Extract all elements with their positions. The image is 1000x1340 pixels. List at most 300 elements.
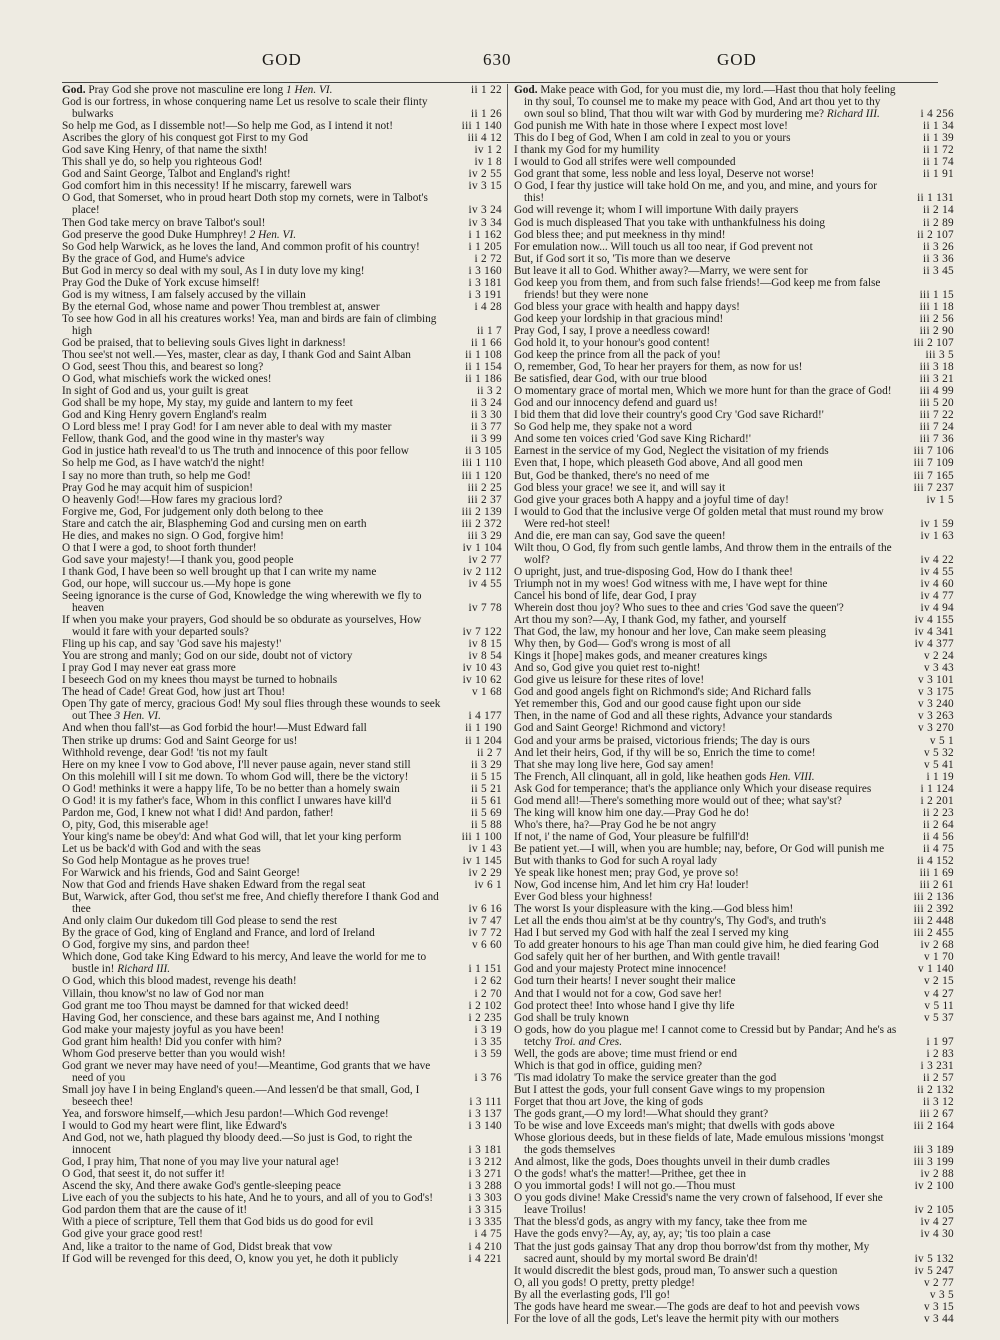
entry-quotation: [62, 192, 446, 216]
act-scene-line-ref: iv 4 27: [920, 1216, 954, 1229]
concordance-entry: [514, 253, 954, 265]
act-scene-line-ref: i 3 19: [474, 1023, 502, 1036]
act-scene-line-ref: v 1 70: [923, 951, 954, 964]
quotation-text: O, pity, God, this miserable age!: [62, 818, 209, 831]
act-scene-line-ref: i 3 231: [920, 1059, 954, 1072]
entry-quotation: [514, 710, 898, 722]
concordance-entry: [62, 1204, 502, 1216]
concordance-entry: [62, 578, 502, 590]
concordance-entry: [514, 626, 954, 638]
concordance-entry: [62, 470, 502, 482]
entry-quotation: [514, 1132, 898, 1156]
act-scene-line-ref: iii 1 120: [461, 469, 502, 482]
quotation-text: O God, that seest it, do not suffer it!: [62, 1168, 225, 1181]
quotation-text: Earnest in the service of my God, Neglect the visitation of my friends: [514, 445, 829, 458]
concordance-entry: [514, 855, 954, 867]
quotation-text: Thou see'st not well.—Yes, master, clear as day, I thank God and Saint Alban: [62, 349, 411, 362]
entry-quotation: [62, 686, 446, 698]
concordance-entry: [514, 445, 954, 457]
entry-quotation: [514, 542, 898, 566]
quotation-text: God and our innocency defend and guard us!: [514, 397, 718, 410]
act-scene-line-ref: ii 2 7: [476, 746, 502, 759]
play-title: Hen. VIII.: [769, 770, 815, 783]
concordance-entry: [62, 795, 502, 807]
quotation-text: God pardon them that are the cause of it!: [62, 1204, 248, 1217]
entry-quotation: [514, 903, 898, 915]
entry-quotation: [62, 301, 446, 313]
concordance-entry: [514, 530, 954, 542]
concordance-entry: [514, 84, 954, 120]
act-scene-line-ref: ii 3 36: [923, 252, 954, 265]
entry-quotation: [514, 759, 898, 771]
quotation-text: For emulation now... Will touch us all too near, if God prevent not: [514, 240, 813, 253]
concordance-entry: [514, 1060, 954, 1072]
concordance-entry: [62, 590, 502, 614]
quotation-text: To be wise and love Exceeds man's might; that dwells with gods above: [514, 1120, 835, 1133]
concordance-entry: [514, 120, 954, 132]
act-scene-line-ref: iv 1 59: [920, 517, 954, 530]
concordance-entry: [62, 361, 502, 373]
entry-quotation: [62, 373, 446, 385]
quotation-text: I thank my God for my humility: [514, 144, 660, 157]
concordance-entry: [514, 229, 954, 241]
act-scene-line-ref: iii 2 61: [919, 879, 954, 892]
entry-quotation: [62, 1084, 446, 1108]
act-scene-line-ref: i 3 181: [468, 1144, 502, 1157]
quotation-text: Pardon me, God, I knew not what I did! And pardon, father!: [62, 806, 334, 819]
entry-quotation: [62, 433, 446, 445]
entry-quotation: [62, 1180, 446, 1192]
act-scene-line-ref: i 2 201: [920, 794, 954, 807]
entry-quotation: [514, 1301, 898, 1313]
entry-quotation: [62, 771, 446, 783]
quotation-text: The head of Cade! Great God, how just art Thou!: [62, 686, 286, 699]
quotation-text: Be patient yet.—I will, when you are humble; nay, before, Or God will punish me: [514, 842, 885, 855]
quotation-text: Let us be back'd with God and with the seas: [62, 842, 261, 855]
concordance-entry: [514, 819, 954, 831]
quotation-text: Pray God, I say, I prove a needless coward!: [514, 324, 711, 337]
quotation-text: God hold it, to your honour's good content!: [514, 336, 710, 349]
entry-quotation: [62, 795, 446, 807]
entry-quotation: [62, 578, 446, 590]
quotation-text: Now that God and friends Have shaken Edward from the regal seat: [62, 879, 366, 892]
entry-quotation: [514, 590, 898, 602]
act-scene-line-ref: iii 2 448: [913, 915, 954, 928]
quotation-text: But with thanks to God for such A royal lady: [514, 855, 718, 867]
concordance-entry: [62, 373, 502, 385]
quotation-text: But I attest the gods, your full consent Gave wings to my propension: [514, 1083, 825, 1096]
act-scene-line-ref: iii 1 110: [462, 457, 502, 470]
play-title: 3 Hen. VI.: [114, 710, 161, 723]
concordance-entry: [514, 903, 954, 915]
quotation-text: O God, forgive my sins, and pardon thee!: [62, 939, 250, 952]
entry-quotation: [514, 361, 898, 373]
concordance-entry: [514, 337, 954, 349]
concordance-entry: [62, 939, 502, 951]
act-scene-line-ref: iii 7 106: [913, 445, 954, 458]
quotation-text: And God, not we, hath plagued thy bloody deed.—So just is God, to right the innocent: [62, 1132, 413, 1157]
entry-quotation: [514, 482, 898, 494]
quotation-text: By all the everlasting gods, I'll go!: [514, 1288, 671, 1301]
entry-quotation: [62, 1132, 446, 1156]
entry-quotation: [514, 506, 898, 530]
entry-quotation: [514, 783, 898, 795]
entry-quotation: [514, 265, 898, 277]
concordance-entry: [514, 686, 954, 698]
act-scene-line-ref: i 3 35: [474, 1035, 502, 1048]
concordance-entry: [62, 855, 502, 867]
entry-quotation: [62, 735, 446, 747]
quotation-text: Fellow, thank God, and the good wine in thy master's way: [62, 433, 325, 446]
act-scene-line-ref: iii 7 22: [919, 409, 954, 422]
concordance-entry: [514, 241, 954, 253]
act-scene-line-ref: i 4 28: [474, 300, 502, 313]
quotation-text: O God, that Somerset, who in proud heart Doth stop my cornets, were in Talbot's place!: [62, 192, 428, 217]
quotation-text: Live each of you the subjects to his hate, And he to yours, and all of you to God's!: [62, 1192, 433, 1205]
entry-quotation: [62, 783, 446, 795]
act-scene-line-ref: iii 7 237: [913, 481, 954, 494]
act-scene-line-ref: iii 3 199: [913, 1156, 954, 1169]
act-scene-line-ref: i 1 124: [920, 782, 954, 795]
concordance-entry: [62, 674, 502, 686]
play-title: Troi. and Cres.: [554, 1035, 623, 1048]
concordance-entry: [62, 229, 502, 241]
act-scene-line-ref: iv 2 100: [914, 1180, 954, 1193]
entry-quotation: [514, 325, 898, 337]
entry-quotation: [62, 1048, 446, 1060]
quotation-text: God keep your lordship in that gracious mind!: [514, 312, 724, 325]
concordance-entry: [62, 349, 502, 361]
act-scene-line-ref: ii 2 23: [923, 806, 954, 819]
concordance-entry: [62, 1048, 502, 1060]
concordance-entry: [514, 759, 954, 771]
entry-quotation: [62, 1228, 446, 1240]
concordance-entry: [514, 180, 954, 204]
entry-quotation: [62, 891, 446, 915]
entry-quotation: [514, 722, 898, 734]
entry-quotation: [514, 939, 898, 951]
quotation-text: Forgive me, God, For judgement only doth belong to thee: [62, 505, 324, 518]
quotation-text: God and Saint George, Talbot and England's right!: [62, 168, 291, 181]
act-scene-line-ref: iv 2 68: [920, 939, 954, 952]
concordance-entry: [62, 217, 502, 229]
quotation-text: Yet remember this, God and our good cause fight upon our side: [514, 698, 801, 711]
quotation-text: But, God be thanked, there's no need of me: [514, 469, 710, 482]
concordance-entry: [62, 1108, 502, 1120]
concordance-entry: [514, 1072, 954, 1084]
entry-quotation: [514, 120, 898, 132]
act-scene-line-ref: ii 3 29: [471, 758, 502, 771]
act-scene-line-ref: iii 2 392: [913, 903, 954, 916]
entry-quotation: [62, 132, 446, 144]
act-scene-line-ref: i 1 97: [926, 1035, 954, 1048]
right-column: [514, 84, 954, 1334]
concordance-entry: [514, 939, 954, 951]
entry-quotation: [62, 241, 446, 253]
quotation-text: God save King Henry, of that name the sixth!: [62, 144, 268, 157]
quotation-text: To add greater honours to his age Than man could give him, he died fearing God: [514, 939, 879, 952]
entry-quotation: [62, 542, 446, 554]
concordance-entry: [62, 831, 502, 843]
quotation-text: Cancel his bond of life, dear God, I pray: [514, 589, 697, 602]
act-scene-line-ref: iv 6 1: [474, 879, 502, 892]
quotation-text: Why then, by God— God's wrong is most of all: [514, 638, 731, 651]
entry-quotation: [514, 1228, 898, 1240]
concordance-entry: [62, 289, 502, 301]
concordance-entry: [514, 1180, 954, 1192]
act-scene-line-ref: i 1 162: [468, 228, 502, 241]
entry-quotation: [514, 421, 898, 433]
quotation-text: God shall be truly known: [514, 1011, 629, 1024]
concordance-entry: [514, 421, 954, 433]
headword: God.: [514, 84, 538, 96]
header-rule: [62, 82, 938, 83]
concordance-entry: [514, 470, 954, 482]
quotation-text: God grant him health! Did you confer with him?: [62, 1035, 282, 1048]
quotation-text: O you immortal gods! I will not go.—Thou must: [514, 1180, 736, 1193]
entry-quotation: [514, 771, 898, 783]
concordance-entry: [62, 1216, 502, 1228]
act-scene-line-ref: iii 2 164: [913, 1120, 954, 1133]
act-scene-line-ref: iii 2 372: [461, 517, 502, 530]
quotation-text: 'Tis mad idolatry To make the service greater than the god: [514, 1071, 777, 1084]
act-scene-line-ref: iii 7 109: [913, 457, 954, 470]
entry-quotation: [514, 698, 898, 710]
quotation-text: God keep the prince from all the pack of you!: [514, 349, 721, 362]
concordance-entry: [62, 686, 502, 698]
entry-quotation: [62, 409, 446, 421]
entry-quotation: [62, 638, 446, 650]
act-scene-line-ref: ii 3 2: [476, 385, 502, 398]
quotation-text: Had I but served my God with half the zeal I served my king: [514, 927, 789, 940]
concordance-entry: [514, 674, 954, 686]
concordance-entry: [514, 771, 954, 783]
entry-quotation: [62, 759, 446, 771]
concordance-entry: [514, 843, 954, 855]
entry-quotation: [514, 602, 898, 614]
act-scene-line-ref: ii 1 154: [465, 361, 502, 374]
concordance-entry: [62, 96, 502, 120]
entry-quotation: [62, 1000, 446, 1012]
entry-quotation: [514, 1265, 898, 1277]
concordance-entry: [514, 1084, 954, 1096]
act-scene-line-ref: v 5 32: [923, 746, 954, 759]
quotation-text: Forget that thou art Jove, the king of gods: [514, 1095, 703, 1108]
quotation-text: Art thou my son?—Ay, I thank God, my father, and yourself: [514, 614, 787, 627]
concordance-entry: [62, 638, 502, 650]
entry-quotation: [62, 349, 446, 361]
quotation-text: By the grace of God, king of England and France, and lord of Ireland: [62, 927, 375, 940]
quotation-text: That she may long live here, God say amen!: [514, 758, 714, 771]
quotation-text: God is our fortress, in whose conquering name Let us resolve to scale their flinty bulwarks: [62, 96, 428, 121]
act-scene-line-ref: iii 2 56: [919, 312, 954, 325]
act-scene-line-ref: iv 10 43: [462, 662, 502, 675]
act-scene-line-ref: ii 3 12: [923, 1095, 954, 1108]
concordance-entry: [514, 433, 954, 445]
concordance-entry: [514, 614, 954, 626]
concordance-entry: [514, 494, 954, 506]
quotation-text: O you gods divine! Make Cressid's name the very crown of falsehood, If ever she leave Troilus!: [514, 1192, 883, 1217]
entry-quotation: [62, 554, 446, 566]
entry-quotation: [62, 289, 446, 301]
act-scene-line-ref: ii 1 7: [476, 324, 502, 337]
concordance-entry: [62, 132, 502, 144]
act-scene-line-ref: v 1 140: [918, 963, 954, 976]
quotation-text: O God, what mischiefs work the wicked ones!: [62, 373, 272, 386]
act-scene-line-ref: ii 3 24: [471, 397, 502, 410]
concordance-entry: [514, 988, 954, 1000]
entry-quotation: [62, 1156, 446, 1168]
concordance-entry: [62, 385, 502, 397]
quotation-text: God punish me With hate in those where I expect most love!: [514, 120, 788, 133]
concordance-entry: [62, 1060, 502, 1084]
concordance-entry: [62, 265, 502, 277]
entry-quotation: [514, 156, 898, 168]
entry-quotation: [62, 1024, 446, 1036]
concordance-entry: [62, 891, 502, 915]
entry-quotation: [62, 180, 446, 192]
act-scene-line-ref: ii 4 152: [917, 855, 954, 867]
act-scene-line-ref: ii 3 105: [465, 445, 502, 458]
concordance-entry: [62, 650, 502, 662]
concordance-entry: [62, 530, 502, 542]
quotation-text: This do I beg of God, When I am cold in zeal to you or yours: [514, 132, 791, 145]
entry-quotation: [514, 373, 898, 385]
entry-quotation: [62, 855, 446, 867]
act-scene-line-ref: iii 3 18: [919, 361, 954, 374]
entry-quotation: [62, 120, 446, 132]
concordance-entry: [62, 433, 502, 445]
quotation-text: O God! it is my father's face, Whom in this conflict I unwares have kill'd: [62, 794, 392, 807]
entry-quotation: [514, 1024, 898, 1048]
entry-quotation: [514, 470, 898, 482]
concordance-entry: [514, 963, 954, 975]
quotation-text: God give your graces both A happy and a joyful time of day!: [514, 493, 789, 506]
concordance-entry: [514, 867, 954, 879]
quotation-text: And only claim Our dukedom till God please to send the rest: [62, 915, 338, 928]
concordance-entry: [62, 156, 502, 168]
quotation-text: Your king's name be obey'd: And what God will, that let your king perform: [62, 830, 402, 843]
concordance-entry: [62, 1168, 502, 1180]
entry-quotation: [514, 578, 898, 590]
act-scene-line-ref: v 3 270: [918, 722, 954, 735]
quotation-text: And die, ere man can say, God save the queen!: [514, 529, 726, 542]
entry-quotation: [514, 397, 898, 409]
concordance-entry: [514, 638, 954, 650]
entry-quotation: [514, 819, 898, 831]
concordance-entry: [62, 1084, 502, 1108]
entry-quotation: [514, 494, 898, 506]
act-scene-line-ref: i 4 177: [468, 710, 502, 723]
concordance-entry: [514, 204, 954, 216]
quotation-text: I beseech God on my knees thou mayst be turned to hobnails: [62, 674, 338, 687]
quotation-text: Seeing ignorance is the curse of God, Knowledge the wing wherewith we fly to heaven: [62, 589, 422, 615]
concordance-entry: [514, 783, 954, 795]
quotation-text: Ascribes the glory of his conquest got First to my God: [62, 132, 308, 145]
concordance-entry: [514, 927, 954, 939]
act-scene-line-ref: iv 4 60: [920, 577, 954, 590]
quotation-text: Triumph not in my woes! God witness with me, I have wept for thine: [514, 577, 828, 590]
entry-quotation: [62, 457, 446, 469]
quotation-text: God be praised, that to believing souls Gives light in darkness!: [62, 336, 346, 349]
entry-quotation: [62, 988, 446, 1000]
act-scene-line-ref: i 3 76: [474, 1071, 502, 1084]
quotation-text: So God help Montague as he proves true!: [62, 855, 250, 867]
act-scene-line-ref: i 2 83: [926, 1047, 954, 1060]
quotation-text: O upright, just, and true-disposing God, How do I thank thee!: [514, 565, 793, 578]
act-scene-line-ref: ii 2 64: [923, 818, 954, 831]
act-scene-line-ref: iv 7 122: [462, 626, 502, 639]
concordance-entry: [514, 891, 954, 903]
act-scene-line-ref: iii 2 25: [467, 481, 502, 494]
concordance-entry: [62, 698, 502, 722]
concordance-entry: [514, 831, 954, 843]
concordance-entry: [62, 1241, 502, 1253]
quotation-text: God mend all!—There's something more would out of thee; what say'st?: [514, 794, 842, 807]
concordance-entry: [62, 1000, 502, 1012]
act-scene-line-ref: v 3 44: [923, 1312, 954, 1325]
quotation-text: And almost, like the gods, Does thoughts unveil in their dumb cradles: [514, 1156, 830, 1169]
entry-quotation: [62, 253, 446, 265]
concordance-entry: [62, 783, 502, 795]
quotation-text: O, all you gods! O pretty, pretty pledge!: [514, 1276, 695, 1289]
concordance-entry: [62, 735, 502, 747]
concordance-entry: [62, 120, 502, 132]
concordance-entry: [514, 602, 954, 614]
concordance-entry: [514, 349, 954, 361]
quotation-text: So God help me, they spake not a word: [514, 421, 692, 434]
act-scene-line-ref: iii 4 12: [467, 132, 502, 145]
entry-quotation: [62, 650, 446, 662]
act-scene-line-ref: ii 5 61: [471, 794, 502, 807]
entry-quotation: [514, 1277, 898, 1289]
entry-quotation: [62, 144, 446, 156]
quotation-text: So help me God, as I dissemble not!—So help me God, as I intend it not!: [62, 120, 394, 133]
entry-quotation: [514, 1060, 898, 1072]
concordance-entry: [514, 265, 954, 277]
quotation-text: God bless thee; and put meekness in thy mind!: [514, 228, 726, 241]
entry-quotation: [514, 891, 898, 903]
quotation-text: By the grace of God, and Hume's advice: [62, 252, 245, 265]
quotation-text: If God will be revenged for this deed, O, know you yet, he doth it publicly: [62, 1252, 399, 1265]
act-scene-line-ref: i 1 151: [468, 963, 502, 976]
entry-quotation: [514, 144, 898, 156]
entry-quotation: [514, 975, 898, 987]
act-scene-line-ref: v 5 37: [923, 1011, 954, 1024]
entry-quotation: [514, 915, 898, 927]
entry-quotation: [514, 1012, 898, 1024]
running-head-right: GOD: [717, 50, 757, 69]
quotation-text: God and Saint George! Richmond and victory!: [514, 722, 726, 735]
act-scene-line-ref: i 2 72: [474, 252, 502, 265]
act-scene-line-ref: ii 5 15: [471, 770, 502, 783]
concordance-entry: [62, 988, 502, 1000]
entry-quotation: [62, 1012, 446, 1024]
quotation-text: And, like a traitor to the name of God, Didst break that vow: [62, 1240, 333, 1253]
act-scene-line-ref: ii 2 57: [923, 1071, 954, 1084]
act-scene-line-ref: iv 2 112: [462, 565, 502, 578]
quotation-text: God give us leisure for these rites of love!: [514, 674, 705, 687]
act-scene-line-ref: iii 2 37: [467, 493, 502, 506]
concordance-entry: [62, 1253, 502, 1265]
entry-quotation: [62, 530, 446, 542]
concordance-entry: [62, 192, 502, 216]
entry-quotation: [514, 277, 898, 301]
entry-quotation: [514, 831, 898, 843]
act-scene-line-ref: iv 7 47: [468, 915, 502, 928]
act-scene-line-ref: i 3 59: [474, 1047, 502, 1060]
concordance-entry: [62, 180, 502, 192]
